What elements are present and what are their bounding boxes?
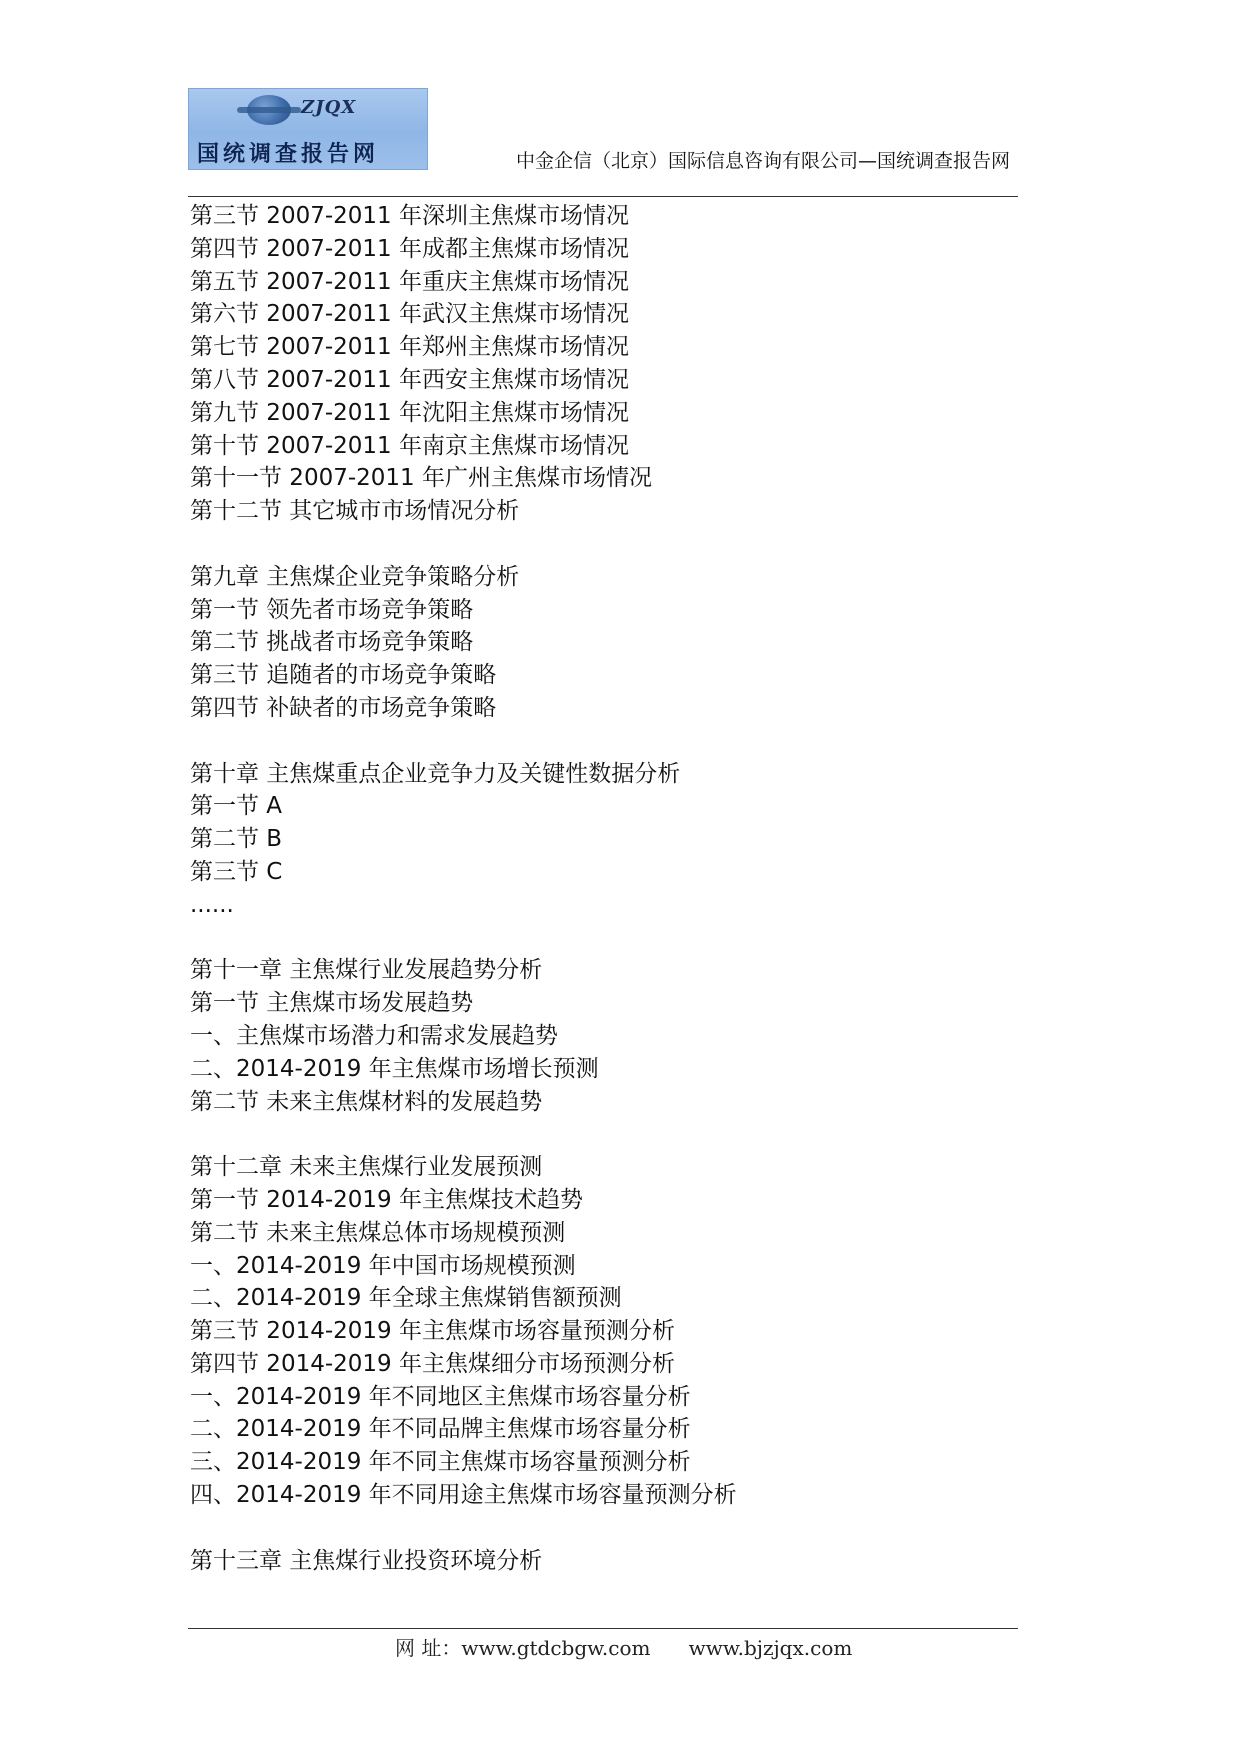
toc-line: 第三节 2014-2019 年主焦煤市场容量预测分析 xyxy=(190,1318,675,1345)
toc-line: 第一节 2014-2019 年主焦煤技术趋势 xyxy=(190,1186,583,1213)
toc-line: 第三节 2007-2011 年深圳主焦煤市场情况 xyxy=(190,203,629,229)
toc-line: 第九节 2007-2011 年沈阳主焦煤市场情况 xyxy=(190,399,629,426)
toc-line: 第十二章 未来主焦煤行业发展预测 xyxy=(190,1154,543,1181)
toc-line: 二、2014-2019 年不同品牌主焦煤市场容量分析 xyxy=(190,1416,691,1443)
company-name: 中金企信（北京）国际信息咨询有限公司—国统调查报告网 xyxy=(515,150,1010,172)
globe-icon xyxy=(247,95,291,125)
toc-line: 一、2014-2019 年中国市场规模预测 xyxy=(190,1252,576,1279)
toc-line: 二、2014-2019 年全球主焦煤销售额预测 xyxy=(190,1285,622,1312)
company-logo xyxy=(188,88,428,170)
toc-line: 二、2014-2019 年主焦煤市场增长预测 xyxy=(190,1055,599,1082)
toc-line: 第九章 主焦煤企业竞争策略分析 xyxy=(190,563,520,590)
page-header xyxy=(188,88,1018,200)
toc-line: 第三节 追随者的市场竞争策略 xyxy=(190,662,497,689)
toc-line: 第七节 2007-2011 年郑州主焦煤市场情况 xyxy=(190,334,629,361)
toc-line: 一、2014-2019 年不同地区主焦煤市场容量分析 xyxy=(190,1383,691,1410)
toc-line: 三、2014-2019 年不同主焦煤市场容量预测分析 xyxy=(190,1449,691,1476)
toc-line: ...... xyxy=(190,891,234,918)
toc-line: 第十节 2007-2011 年南京主焦煤市场情况 xyxy=(190,432,629,459)
blank-line xyxy=(190,922,1020,955)
toc-line: 第三节 C xyxy=(190,858,283,885)
header-divider xyxy=(188,196,1018,197)
blank-line xyxy=(190,528,1020,561)
toc-line: 一、主焦煤市场潜力和需求发展趋势 xyxy=(190,1022,558,1049)
toc-line: 第一节 A xyxy=(190,793,283,820)
toc-line: 第六节 2007-2011 年武汉主焦煤市场情况 xyxy=(190,301,629,328)
toc-line: 第五节 2007-2011 年重庆主焦煤市场情况 xyxy=(190,268,629,295)
toc-line: 第十三章 主焦煤行业投资环境分析 xyxy=(190,1547,543,1574)
footer-divider xyxy=(188,1628,1018,1629)
toc-line: 第二节 挑战者市场竞争策略 xyxy=(190,629,474,656)
blank-line xyxy=(190,1512,1020,1545)
blank-line xyxy=(190,1118,1020,1151)
toc-line: 第四节 补缺者的市场竞争策略 xyxy=(190,694,497,721)
toc-line: 第十章 主焦煤重点企业竞争力及关键性数据分析 xyxy=(190,760,681,787)
toc-line: 第四节 2007-2011 年成都主焦煤市场情况 xyxy=(190,235,629,262)
toc-line: 第二节 B xyxy=(190,826,283,853)
toc-line: 第八节 2007-2011 年西安主焦煤市场情况 xyxy=(190,366,629,393)
toc-line: 四、2014-2019 年不同用途主焦煤市场容量预测分析 xyxy=(190,1482,737,1509)
blank-line xyxy=(190,725,1020,758)
footer-website: 网 址：www.gtdcbgw.com www.bjzjqx.com xyxy=(395,1636,853,1660)
toc-line: 第二节 未来主焦煤材料的发展趋势 xyxy=(190,1088,543,1115)
logo-subtitle: 国统调查报告网 xyxy=(197,141,380,167)
toc-line: 第十二节 其它城市市场情况分析 xyxy=(190,498,520,525)
toc-line: 第一节 主焦煤市场发展趋势 xyxy=(190,990,474,1017)
logo-code: ZJQX xyxy=(301,97,357,118)
toc-line: 第四节 2014-2019 年主焦煤细分市场预测分析 xyxy=(190,1350,675,1377)
toc-line: 第一节 领先者市场竞争策略 xyxy=(190,596,474,623)
toc-line: 第十一章 主焦煤行业发展趋势分析 xyxy=(190,957,543,984)
toc-line: 第二节 未来主焦煤总体市场规模预测 xyxy=(190,1219,566,1246)
toc-line: 第十一节 2007-2011 年广州主焦煤市场情况 xyxy=(190,465,652,492)
table-of-contents xyxy=(190,200,1020,1577)
